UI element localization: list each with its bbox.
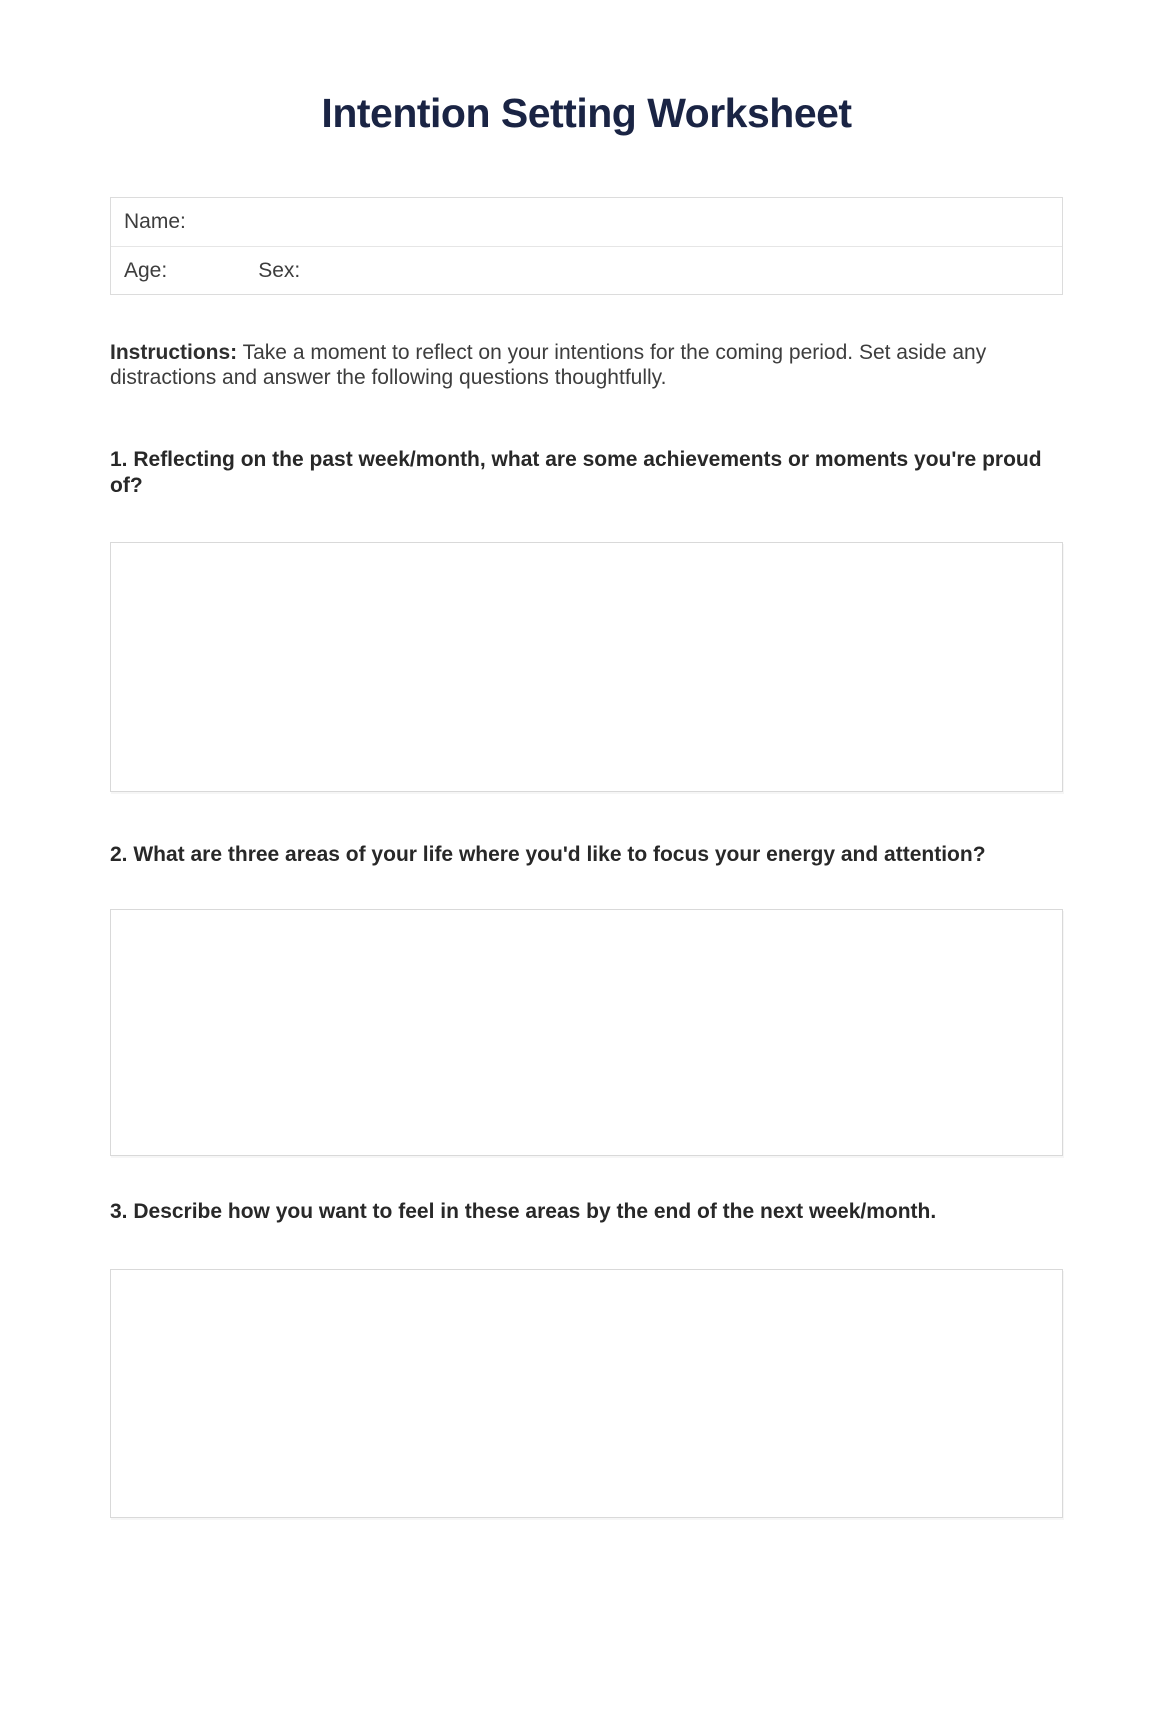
question-3-label: 3. Describe how you want to feel in these areas by the end of the next week/month. — [110, 1200, 937, 1224]
question-3-answer-box[interactable] — [110, 1269, 1063, 1518]
instructions-label: Instructions: — [110, 341, 238, 365]
name-label: Name: — [124, 210, 186, 234]
info-table — [110, 197, 1063, 295]
instructions-text: Take a moment to reflect on your intentions for the coming period. Set aside any distractions and answer the following questions thoughtfully. — [110, 341, 987, 390]
instructions-paragraph — [110, 340, 1063, 390]
name-row — [111, 198, 1062, 246]
question-2-label: 2. What are three areas of your life where you'd like to focus your energy and attention? — [110, 843, 986, 867]
age-label: Age: — [124, 258, 168, 282]
question-1-answer-box[interactable] — [110, 542, 1063, 792]
question-2-answer-box[interactable] — [110, 909, 1063, 1156]
sex-label: Sex: — [258, 258, 301, 282]
question-1-label: 1. Reflecting on the past week/month, what are some achievements or moments you're proud of? — [110, 448, 1042, 498]
worksheet-page — [110, 90, 1063, 1518]
age-input[interactable] — [173, 253, 258, 289]
name-input[interactable] — [194, 204, 1062, 240]
sex-input[interactable] — [308, 253, 1062, 289]
age-sex-row — [111, 246, 1062, 294]
page-title: Intention Setting Worksheet — [321, 90, 852, 136]
